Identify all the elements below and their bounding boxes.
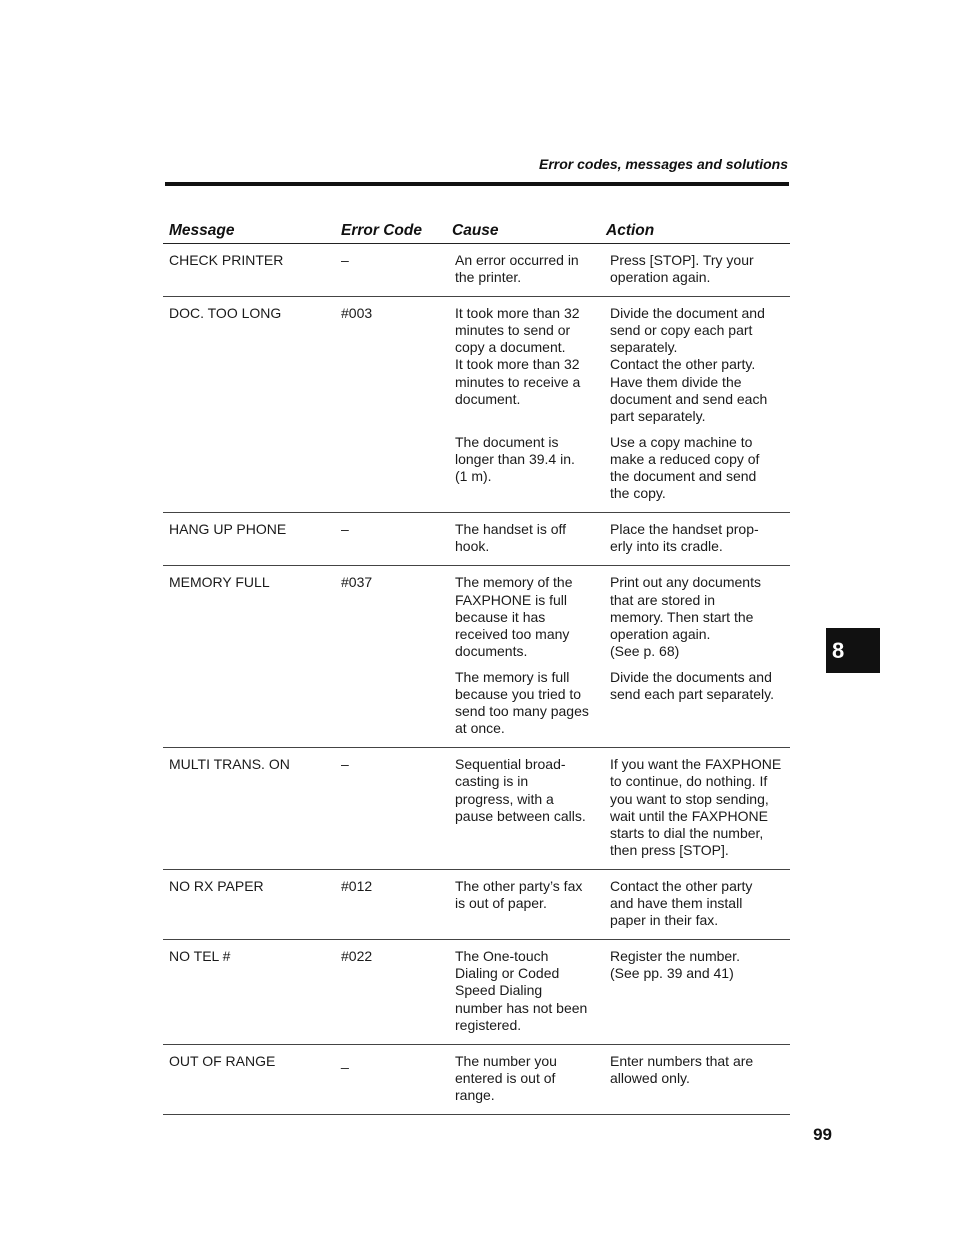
action-line: Have them divide the bbox=[610, 373, 742, 390]
cause-line: minutes to receive a bbox=[455, 373, 581, 390]
cause-line: It took more than 32 bbox=[455, 356, 580, 373]
cause-line: Sequential broad- bbox=[455, 756, 566, 773]
error-code-cell: #022 bbox=[341, 948, 373, 965]
cause-cell bbox=[455, 252, 579, 286]
action-cell bbox=[610, 1053, 753, 1087]
error-code-cell: #037 bbox=[341, 574, 373, 591]
cause-line: The document is bbox=[455, 433, 559, 450]
cause-cell bbox=[455, 948, 587, 1033]
cause-line: is out of paper. bbox=[455, 895, 547, 912]
cause-cell bbox=[455, 521, 566, 555]
action-line: then press [STOP]. bbox=[610, 841, 729, 858]
header-cause: Cause bbox=[452, 222, 499, 239]
action-line: that are stored in bbox=[610, 591, 716, 608]
error-table bbox=[163, 222, 790, 1115]
message-cell: MULTI TRANS. ON bbox=[169, 756, 290, 773]
action-cell bbox=[610, 669, 774, 703]
action-cell bbox=[610, 434, 759, 502]
error-code-cell: #003 bbox=[341, 305, 373, 322]
table-body bbox=[163, 244, 790, 1115]
page-number: 99 bbox=[813, 1125, 832, 1144]
action-line: Contact the other party bbox=[610, 877, 753, 894]
action-cell bbox=[610, 878, 752, 929]
cause-line: received too many bbox=[455, 625, 570, 642]
cause-line: Speed Dialing bbox=[455, 982, 543, 999]
action-line: (See p. 68) bbox=[610, 642, 680, 659]
action-line: document and send each bbox=[610, 390, 768, 407]
table-header bbox=[163, 222, 790, 244]
cause-line: It took more than 32 bbox=[455, 305, 580, 322]
cause-line: pause between calls. bbox=[455, 807, 586, 824]
error-code-cell: – bbox=[341, 252, 349, 268]
cause-line: progress, with a bbox=[455, 790, 554, 807]
table-row bbox=[163, 1045, 790, 1115]
cause-line: because you tried to bbox=[455, 686, 582, 703]
header-error-code: Error Code bbox=[341, 222, 422, 239]
table-row bbox=[163, 297, 790, 513]
cause-line: The memory of the bbox=[455, 574, 573, 591]
action-line: Press [STOP]. Try your bbox=[610, 252, 754, 268]
action-line: Divide the document and bbox=[610, 305, 765, 322]
cause-line: casting is in bbox=[455, 773, 529, 790]
message-cell: CHECK PRINTER bbox=[169, 252, 284, 268]
action-line: Print out any documents bbox=[610, 574, 761, 591]
cause-line: registered. bbox=[455, 1016, 522, 1033]
cause-line: The handset is off bbox=[455, 521, 567, 538]
action-line: Enter numbers that are bbox=[610, 1052, 754, 1069]
action-line: If you want the FAXPHONE bbox=[610, 756, 782, 773]
table-row bbox=[163, 870, 790, 940]
cause-line: entered is out of bbox=[455, 1069, 556, 1086]
action-line: send each part separately. bbox=[610, 686, 774, 703]
header-message: Message bbox=[169, 222, 235, 239]
cause-line: number has not been bbox=[455, 999, 588, 1016]
cause-line: The number you bbox=[455, 1052, 557, 1069]
cause-line: FAXPHONE is full bbox=[455, 591, 568, 608]
error-code-cell: – bbox=[341, 756, 349, 773]
action-line: send or copy each part bbox=[610, 322, 753, 339]
chapter-tab: 8 bbox=[826, 628, 880, 673]
cause-line: The memory is full bbox=[455, 668, 570, 685]
cause-line: Dialing or Coded bbox=[455, 965, 560, 982]
action-cell bbox=[610, 574, 761, 659]
cause-line: hook. bbox=[455, 538, 490, 555]
action-line: Use a copy machine to bbox=[610, 433, 753, 450]
action-line: (See pp. 39 and 41) bbox=[610, 965, 734, 982]
action-line: memory. Then start the bbox=[610, 608, 754, 625]
action-line: allowed only. bbox=[610, 1069, 690, 1086]
cause-line: (1 m). bbox=[455, 468, 492, 485]
table-row bbox=[163, 940, 790, 1045]
cause-cell bbox=[455, 574, 573, 659]
action-line: the document and send bbox=[610, 468, 757, 485]
cause-line: The One-touch bbox=[455, 948, 549, 965]
action-line: to continue, do nothing. If bbox=[610, 773, 768, 790]
error-code-cell: #012 bbox=[341, 877, 373, 894]
header-action: Action bbox=[606, 222, 655, 239]
action-line: Place the handset prop- bbox=[610, 521, 759, 538]
cause-line: documents. bbox=[455, 642, 528, 659]
table-row bbox=[163, 244, 790, 297]
cause-line: longer than 39.4 in. bbox=[455, 450, 575, 467]
action-line: make a reduced copy of bbox=[610, 450, 760, 467]
table-row bbox=[163, 748, 790, 870]
action-cell bbox=[610, 521, 759, 555]
action-line: Register the number. bbox=[610, 948, 740, 965]
message-cell: NO TEL # bbox=[169, 948, 231, 965]
message-cell: MEMORY FULL bbox=[169, 574, 270, 591]
action-cell bbox=[610, 948, 740, 982]
action-line: starts to dial the number, bbox=[610, 824, 764, 841]
action-line: and have them install bbox=[610, 895, 743, 912]
action-line: wait until the FAXPHONE bbox=[610, 807, 768, 824]
cause-line: document. bbox=[455, 390, 521, 407]
error-code-cell: – bbox=[341, 521, 349, 538]
cause-cell bbox=[455, 305, 580, 408]
action-line: operation again. bbox=[610, 269, 711, 286]
cause-cell bbox=[455, 756, 586, 824]
message-cell: HANG UP PHONE bbox=[169, 521, 287, 538]
action-cell bbox=[610, 756, 781, 859]
cause-line: The other party’s fax bbox=[455, 877, 583, 894]
message-cell: OUT OF RANGE bbox=[169, 1052, 276, 1069]
cause-line: range. bbox=[455, 1086, 495, 1103]
cause-cell bbox=[455, 669, 589, 737]
action-line: the copy. bbox=[610, 485, 666, 502]
message-cell: NO RX PAPER bbox=[169, 877, 264, 894]
cause-line: An error occurred in bbox=[455, 252, 579, 268]
table-row bbox=[163, 566, 790, 748]
message-cell: DOC. TOO LONG bbox=[169, 305, 282, 322]
cause-line: at once. bbox=[455, 720, 505, 737]
cause-line: copy a document. bbox=[455, 339, 566, 356]
table-row bbox=[163, 513, 790, 566]
action-cell bbox=[610, 305, 767, 425]
action-cell bbox=[610, 252, 754, 286]
cause-cell bbox=[455, 1053, 557, 1104]
cause-line: send too many pages bbox=[455, 703, 589, 720]
running-head: Error codes, messages and solutions bbox=[539, 156, 788, 172]
action-line: you want to stop sending, bbox=[610, 790, 769, 807]
cause-cell bbox=[455, 434, 575, 485]
cause-line: minutes to send or bbox=[455, 322, 571, 339]
action-line: separately. bbox=[610, 339, 678, 356]
header-rule bbox=[165, 182, 789, 186]
cause-cell bbox=[455, 878, 582, 912]
action-line: Contact the other party. bbox=[610, 356, 756, 373]
error-code-cell: _ bbox=[341, 1052, 349, 1069]
action-line: operation again. bbox=[610, 625, 711, 642]
action-line: erly into its cradle. bbox=[610, 538, 723, 555]
cause-line: the printer. bbox=[455, 269, 522, 286]
action-line: part separately. bbox=[610, 407, 706, 424]
action-line: paper in their fax. bbox=[610, 912, 719, 929]
cause-line: because it has bbox=[455, 608, 546, 625]
action-line: Divide the documents and bbox=[610, 668, 772, 685]
